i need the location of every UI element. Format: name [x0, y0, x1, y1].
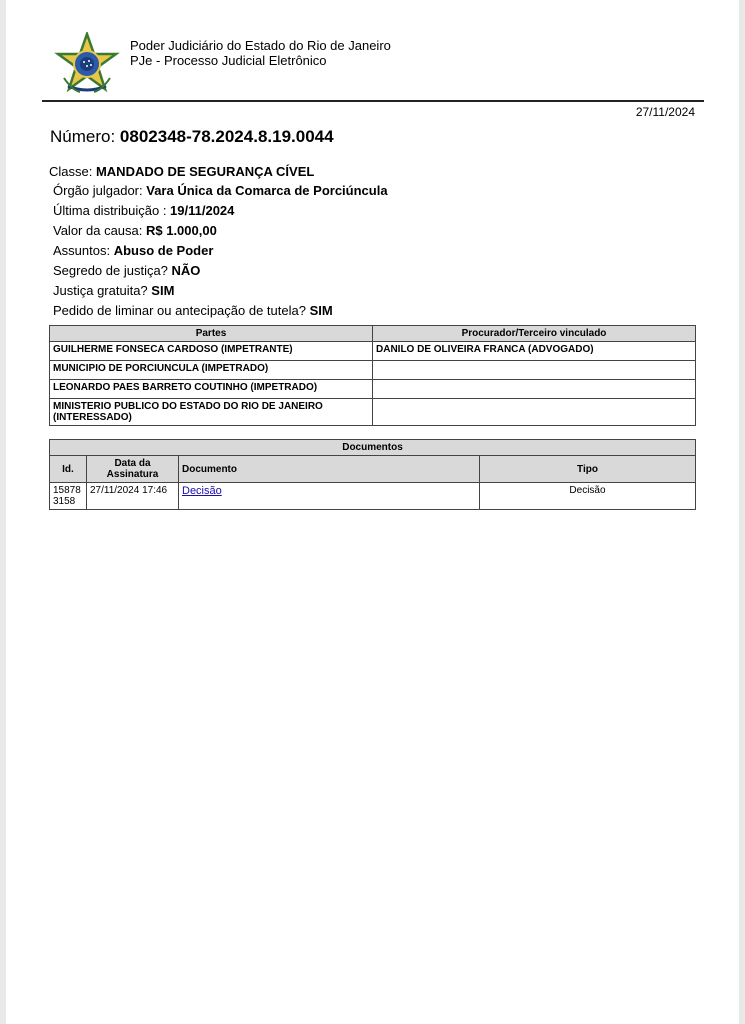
field-classe [49, 164, 314, 179]
field-pedido-liminar [53, 303, 333, 318]
parte-cell: MUNICIPIO DE PORCIUNCULA (IMPETRADO) [50, 361, 373, 380]
header-sistema: PJe - Processo Judicial Eletrônico [130, 53, 327, 68]
table-row [50, 399, 696, 426]
parte-cell: GUILHERME FONSECA CARDOSO (IMPETRANTE) [50, 342, 373, 361]
field-label: Segredo de justiça? [53, 263, 172, 278]
field-assuntos [53, 243, 213, 258]
field-value: NÃO [171, 263, 201, 278]
field-label: Órgão julgador: [53, 183, 147, 198]
col-header-tipo: Tipo [480, 456, 696, 483]
field-value: 19/11/2024 [170, 203, 235, 218]
field-ultima-distribuicao [53, 203, 234, 218]
process-number [50, 127, 334, 147]
brasao-republica-logo [54, 32, 120, 98]
field-justica-gratuita [53, 283, 174, 298]
field-label: Valor da causa: [53, 223, 146, 238]
field-orgao-julgador [53, 183, 388, 198]
doc-documento-cell [179, 483, 480, 510]
field-value: SIM [309, 303, 333, 318]
field-label: Classe: [49, 164, 96, 179]
field-value: SIM [151, 283, 175, 298]
table-header-row [50, 456, 696, 483]
field-label: Pedido de liminar ou antecipação de tutela? [53, 303, 310, 318]
page-edge-right [739, 0, 745, 1024]
header-tribunal: Poder Judiciário do Estado do Rio de Janeiro [130, 38, 391, 53]
procurador-cell: DANILO DE OLIVEIRA FRANCA (ADVOGADO) [373, 342, 696, 361]
page-edge-left [0, 0, 6, 1024]
field-segredo-justica [53, 263, 200, 278]
doc-tipo-cell: Decisão [480, 483, 696, 510]
field-valor-causa [53, 223, 217, 238]
table-row [50, 361, 696, 380]
partes-table [49, 325, 696, 426]
process-number-value: 0802348-78.2024.8.19.0044 [119, 127, 334, 146]
parte-cell: MINISTERIO PUBLICO DO ESTADO DO RIO DE JANEIRO (INTERESSADO) [50, 399, 373, 426]
procurador-cell [373, 361, 696, 380]
table-row [50, 380, 696, 399]
decisao-link[interactable]: Decisão [182, 485, 222, 497]
process-number-label: Número: [50, 127, 116, 146]
procurador-cell [373, 399, 696, 426]
field-value: MANDADO DE SEGURANÇA CÍVEL [95, 164, 315, 179]
table-row [50, 342, 696, 361]
field-value: Vara Única da Comarca de Porciúncula [146, 183, 388, 198]
doc-id-cell: 15878 3158 [50, 483, 87, 510]
table-title-row [50, 440, 696, 456]
col-header-data: Data da Assinatura [87, 456, 179, 483]
table-header-row [50, 326, 696, 342]
table-row [50, 483, 696, 510]
header-divider [42, 100, 704, 102]
col-header-partes: Partes [50, 326, 373, 342]
documentos-table [49, 439, 696, 510]
parte-cell: LEONARDO PAES BARRETO COUTINHO (IMPETRADO) [50, 380, 373, 399]
field-value: R$ 1.000,00 [145, 223, 217, 238]
field-label: Assuntos: [53, 243, 114, 258]
print-date: 27/11/2024 [635, 105, 695, 119]
field-value: Abuso de Poder [113, 243, 214, 258]
col-header-id: Id. [50, 456, 87, 483]
procurador-cell [373, 380, 696, 399]
documentos-title: Documentos [50, 440, 696, 456]
doc-data-cell: 27/11/2024 17:46 [87, 483, 179, 510]
col-header-documento: Documento [179, 456, 480, 483]
col-header-procurador: Procurador/Terceiro vinculado [373, 326, 696, 342]
field-label: Justiça gratuita? [53, 283, 152, 298]
field-label: Última distribuição : [53, 203, 171, 218]
